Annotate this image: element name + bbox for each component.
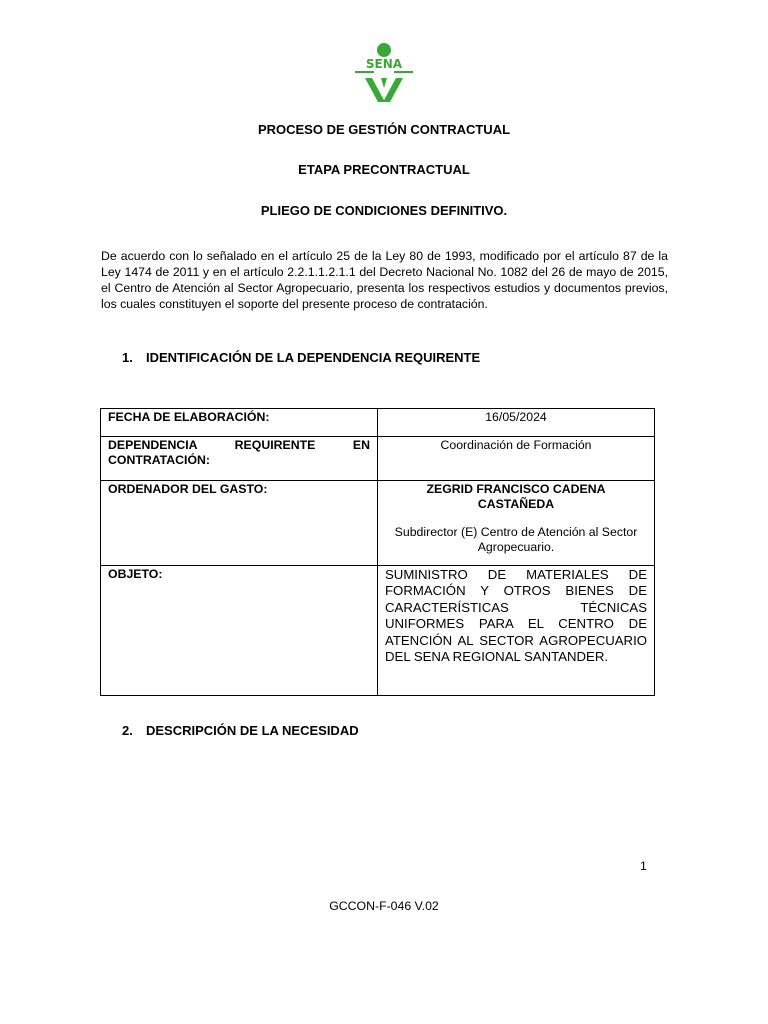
section-2-title: DESCRIPCIÓN DE LA NECESIDAD	[146, 723, 359, 738]
logo-right-leg	[383, 78, 403, 102]
document-main-title: PLIEGO DE CONDICIONES DEFINITIVO.	[260, 203, 508, 218]
logo-right-arm	[394, 71, 413, 73]
section-1-number: 1.	[122, 350, 133, 365]
section-2-number: 2.	[122, 723, 133, 738]
ordenador-role: Subdirector (E) Centro de Atención al Sector Agropecuario.	[394, 525, 638, 554]
table-row-objeto	[101, 566, 655, 696]
sena-logo	[352, 42, 416, 104]
table-row-ordenador	[101, 481, 655, 566]
document-process-title: PROCESO DE GESTIÓN CONTRACTUAL	[257, 122, 511, 137]
ordenador-label: ORDENADOR DEL GASTO:	[101, 481, 378, 566]
form-code: GCCON-F-046 V.02	[329, 899, 439, 913]
table-row-dependencia	[101, 437, 655, 481]
page-number: 1	[640, 859, 647, 873]
logo-text: SENA	[365, 57, 403, 71]
document-stage-title: ETAPA PRECONTRACTUAL	[298, 162, 470, 177]
fecha-value: 16/05/2024	[378, 409, 655, 437]
logo-left-arm	[355, 71, 374, 73]
intro-paragraph: De acuerdo con lo señalado en el artículo 25 de la Ley 80 de 1993, modificado por el artículo 87 de la Ley 1474 de 2011 y en el artículo 2.2.1.1.2.1.1 del Decreto Nacional No. 1082 del 26 de mayo de 2015, el Centro de Atención al Sector Agropecuario, presenta los respectivos estudios y documentos previos, los cuales constituyen el soporte del presente proceso de contratación.	[101, 249, 668, 311]
table-row-fecha	[101, 409, 655, 437]
section-1-title: IDENTIFICACIÓN DE LA DEPENDENCIA REQUIRENTE	[146, 350, 481, 365]
objeto-label: OBJETO:	[101, 566, 378, 696]
ordenador-cell	[378, 481, 655, 566]
section-1-heading	[122, 350, 480, 365]
fecha-label: FECHA DE ELABORACIÓN:	[101, 409, 378, 437]
ordenador-name: ZEGRID FRANCISCO CADENA CASTAÑEDA	[426, 482, 606, 511]
identification-table	[100, 408, 655, 696]
objeto-value: SUMINISTRO DE MATERIALES DE FORMACIÓN Y OTROS BIENES DE CARACTERÍSTICAS TÉCNICAS UNIFORMES PARA EL CENTRO DE ATENCIÓN AL SECTOR AGROPECUARIO DEL SENA REGIONAL SANTANDER.	[378, 566, 655, 696]
dependencia-value: Coordinación de Formación	[378, 437, 655, 481]
logo-head	[377, 43, 391, 57]
section-2-heading	[122, 723, 359, 738]
logo-center-leg	[381, 78, 387, 88]
logo-left-leg	[365, 78, 385, 102]
dependencia-label: DEPENDENCIA REQUIRENTE EN CONTRATACIÓN:	[101, 437, 378, 481]
